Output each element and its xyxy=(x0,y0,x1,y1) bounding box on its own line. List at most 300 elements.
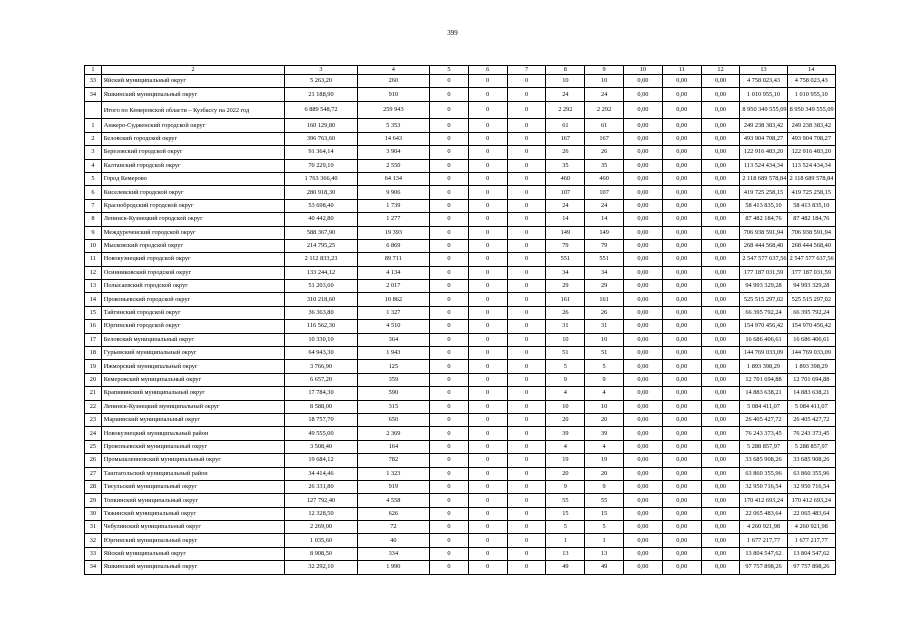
municipality-name-cell: Анжеро-Судженский городской округ xyxy=(101,119,285,132)
table-cell: 4 xyxy=(85,159,102,172)
table-cell: 0 xyxy=(430,387,469,400)
table-cell: 61 xyxy=(546,119,585,132)
column-header: 14 xyxy=(787,66,835,75)
column-header: 11 xyxy=(662,66,701,75)
table-cell: 8 950 349 555,09 xyxy=(787,101,835,119)
table-cell: 0,00 xyxy=(662,400,701,413)
municipality-name-cell: Яшкинский муниципальный округ xyxy=(101,561,285,574)
table-cell: 0 xyxy=(507,320,546,333)
table-cell: 0 xyxy=(507,266,546,279)
table-cell: 61 xyxy=(585,119,624,132)
table-cell: 0,00 xyxy=(701,561,740,574)
table-cell: 9 xyxy=(546,373,585,386)
table-cell: 64 134 xyxy=(357,172,429,185)
table-cell: 0,00 xyxy=(624,360,663,373)
table-cell: 31 xyxy=(546,320,585,333)
table-cell: 0 xyxy=(430,347,469,360)
table-cell: 5 084 411,07 xyxy=(740,400,787,413)
table-cell: 1 010 955,10 xyxy=(787,88,835,101)
table-row xyxy=(85,400,836,413)
table-row xyxy=(85,266,836,279)
table-cell: 0,00 xyxy=(701,199,740,212)
table-cell: 0,00 xyxy=(701,373,740,386)
municipality-name-cell: Ленинск-Кузнецкий муниципальный округ xyxy=(101,400,285,413)
table-cell: 0 xyxy=(468,132,507,145)
table-cell: 0,00 xyxy=(662,239,701,252)
table-cell: 1 327 xyxy=(357,306,429,319)
table-cell: 0 xyxy=(507,75,546,88)
table-row xyxy=(85,534,836,547)
table-cell: 76 243 373,45 xyxy=(740,427,787,440)
table-cell: 249 238 383,42 xyxy=(787,119,835,132)
table-row xyxy=(85,480,836,493)
table-cell: 127 792,40 xyxy=(285,494,357,507)
table-cell: 9 xyxy=(585,373,624,386)
table-cell: 0 xyxy=(468,547,507,560)
table-cell: 0,00 xyxy=(701,547,740,560)
municipality-name-cell: Ленинск-Кузнецкий городской округ xyxy=(101,213,285,226)
table-cell: 0,00 xyxy=(662,132,701,145)
table-cell: 0 xyxy=(430,413,469,426)
table-cell: 13 804 547,62 xyxy=(740,547,787,560)
table-cell: 0 xyxy=(507,333,546,346)
table-cell: 0 xyxy=(468,347,507,360)
table-cell: 0 xyxy=(468,239,507,252)
table-cell: 5 084 411,07 xyxy=(787,400,835,413)
table-cell: 4 xyxy=(585,387,624,400)
table-cell: 14 883 638,21 xyxy=(787,387,835,400)
table-cell: 29 xyxy=(546,280,585,293)
table-cell: 0,00 xyxy=(701,239,740,252)
table-cell: 419 725 258,15 xyxy=(787,186,835,199)
table-cell: 493 904 708,27 xyxy=(787,132,835,145)
table-cell: 149 xyxy=(546,226,585,239)
table-cell: 13 xyxy=(85,280,102,293)
table-cell: 34 xyxy=(85,561,102,574)
table-cell: 1 xyxy=(85,119,102,132)
table-row xyxy=(85,547,836,560)
table-cell: 0,00 xyxy=(701,360,740,373)
table-cell: 19 684,12 xyxy=(285,454,357,467)
table-cell: 0 xyxy=(468,226,507,239)
table-cell: 0,00 xyxy=(662,494,701,507)
table-cell: 113 524 434,34 xyxy=(787,159,835,172)
municipality-name-cell: Гурьевский муниципальный округ xyxy=(101,347,285,360)
table-cell: 2 550 xyxy=(357,159,429,172)
table-cell: 2 269,00 xyxy=(285,521,357,534)
table-cell: 0,00 xyxy=(624,480,663,493)
table-cell: 144 769 033,09 xyxy=(787,347,835,360)
table-cell: 0 xyxy=(468,480,507,493)
table-cell: 0 xyxy=(507,88,546,101)
table-cell: 9 xyxy=(546,480,585,493)
table-cell: 0,00 xyxy=(662,146,701,159)
table-cell: 0,00 xyxy=(624,226,663,239)
table-cell: 31 xyxy=(585,320,624,333)
table-cell: 0,00 xyxy=(624,413,663,426)
municipality-name-cell: Чебулинский муниципальный округ xyxy=(101,521,285,534)
table-row xyxy=(85,75,836,88)
table-cell: 160 129,80 xyxy=(285,119,357,132)
table-cell: 1 677 217,77 xyxy=(740,534,787,547)
table-cell: 0,00 xyxy=(662,534,701,547)
municipality-name-cell: Крапивинский муниципальный округ xyxy=(101,387,285,400)
column-header: 6 xyxy=(468,66,507,75)
table-cell: 0,00 xyxy=(701,253,740,266)
table-cell: 0,00 xyxy=(624,333,663,346)
municipality-name-cell: Беловский муниципальный округ xyxy=(101,333,285,346)
table-row xyxy=(85,507,836,520)
table-cell: 23 xyxy=(85,413,102,426)
table-cell: 0,00 xyxy=(701,320,740,333)
table-cell: 0,00 xyxy=(662,293,701,306)
table-cell: 310 218,60 xyxy=(285,293,357,306)
table-row xyxy=(85,373,836,386)
table-cell: 32 950 716,54 xyxy=(787,480,835,493)
table-cell: 2 118 689 578,84 xyxy=(740,172,787,185)
table-row xyxy=(85,226,836,239)
table-cell: 706 938 591,94 xyxy=(740,226,787,239)
table-cell: 0,00 xyxy=(662,547,701,560)
table-cell: 0 xyxy=(430,561,469,574)
table-cell: 51 xyxy=(546,347,585,360)
table-cell: 20 xyxy=(546,467,585,480)
table-cell: 33 685 908,26 xyxy=(787,454,835,467)
table-cell: 0,00 xyxy=(662,75,701,88)
table-cell: 22 xyxy=(85,400,102,413)
table-cell: 8 xyxy=(85,213,102,226)
table-cell: 4 260 921,98 xyxy=(787,521,835,534)
municipality-name-cell: Юргинский муниципальный округ xyxy=(101,534,285,547)
table-cell: 0,00 xyxy=(662,521,701,534)
table-cell: 0,00 xyxy=(624,306,663,319)
table-cell: 590 xyxy=(357,387,429,400)
table-cell: 27 xyxy=(85,467,102,480)
table-cell: 16 686 406,61 xyxy=(787,333,835,346)
table-cell: 17 xyxy=(85,333,102,346)
table-cell: 0 xyxy=(468,159,507,172)
table-cell: 0,00 xyxy=(662,88,701,101)
table-cell: 0 xyxy=(430,360,469,373)
table-cell: 19 393 xyxy=(357,226,429,239)
table-cell: 24 xyxy=(585,88,624,101)
table-cell: 2 292 xyxy=(585,101,624,119)
table-cell: 0 xyxy=(468,213,507,226)
table-row xyxy=(85,333,836,346)
table-cell: 89 711 xyxy=(357,253,429,266)
table-cell: 0,00 xyxy=(624,146,663,159)
table-cell: 0 xyxy=(430,266,469,279)
table-cell: 22 065 483,64 xyxy=(787,507,835,520)
municipality-name-cell: Прокопьевский муниципальный округ xyxy=(101,440,285,453)
table-cell: 0 xyxy=(430,467,469,480)
table-cell: 13 xyxy=(546,547,585,560)
table-cell: 8 908,50 xyxy=(285,547,357,560)
table-cell: 0 xyxy=(430,199,469,212)
table-cell: 0,00 xyxy=(662,561,701,574)
table-cell: 1 035,60 xyxy=(285,534,357,547)
table-cell: 33 xyxy=(85,75,102,88)
table-cell: 25 xyxy=(85,440,102,453)
table-cell: 782 xyxy=(357,454,429,467)
municipality-name-cell: Прокопьевский городской округ xyxy=(101,293,285,306)
table-cell: 40 xyxy=(357,534,429,547)
table-cell: 177 187 031,59 xyxy=(740,266,787,279)
municipality-name-cell: Тайгинский городской округ xyxy=(101,306,285,319)
table-cell: 0,00 xyxy=(701,494,740,507)
table-cell: 0,00 xyxy=(701,454,740,467)
table-cell: 249 238 383,42 xyxy=(740,119,787,132)
table-cell: 10 xyxy=(546,400,585,413)
table-cell: 0,00 xyxy=(624,101,663,119)
table-cell: 0 xyxy=(430,400,469,413)
table-cell: 33 685 908,26 xyxy=(740,454,787,467)
municipality-name-cell: Киселевский городской округ xyxy=(101,186,285,199)
table-cell: 0 xyxy=(468,266,507,279)
table-cell: 0 xyxy=(430,507,469,520)
table-cell: 14 xyxy=(546,213,585,226)
table-cell: 51 203,60 xyxy=(285,280,357,293)
table-cell: 4 xyxy=(546,387,585,400)
page-number: 399 xyxy=(447,29,458,37)
table-cell: 34 xyxy=(85,88,102,101)
table-row xyxy=(85,213,836,226)
table-cell: 10 xyxy=(585,75,624,88)
table-cell: 5 xyxy=(546,521,585,534)
table-cell: 0 xyxy=(468,400,507,413)
table-cell: 1 277 xyxy=(357,213,429,226)
table-cell: 107 xyxy=(546,186,585,199)
table-cell: 20 xyxy=(585,413,624,426)
table-cell: 76 243 373,45 xyxy=(787,427,835,440)
table-cell: 29 xyxy=(585,280,624,293)
table-cell: 0,00 xyxy=(701,172,740,185)
table-cell: 0 xyxy=(468,427,507,440)
table-cell: 0 xyxy=(468,440,507,453)
table-cell: 0,00 xyxy=(624,521,663,534)
table-cell: 0,00 xyxy=(701,440,740,453)
table-cell: 0 xyxy=(468,360,507,373)
table-cell: 144 769 033,09 xyxy=(740,347,787,360)
municipality-name-cell: Яшкинский муниципальный округ xyxy=(101,88,285,101)
table-cell: 39 xyxy=(546,427,585,440)
municipality-name-cell: Яйский муниципальный округ xyxy=(101,547,285,560)
table-cell: 4 260 921,98 xyxy=(740,521,787,534)
table-cell: 0 xyxy=(468,387,507,400)
table-cell: 2 112 833,23 xyxy=(285,253,357,266)
table-cell: 20 xyxy=(546,413,585,426)
table-cell: 1 739 xyxy=(357,199,429,212)
table-cell: 1 763 366,40 xyxy=(285,172,357,185)
table-cell: 0 xyxy=(430,88,469,101)
table-cell: 0 xyxy=(507,400,546,413)
table-cell: 315 xyxy=(357,400,429,413)
table-cell: 0 xyxy=(430,159,469,172)
table-cell: 55 xyxy=(585,494,624,507)
table-cell: 0 xyxy=(430,454,469,467)
table-row xyxy=(85,199,836,212)
municipality-name-cell: Березовский городской округ xyxy=(101,146,285,159)
table-cell: 10 xyxy=(546,75,585,88)
table-cell: 0,00 xyxy=(662,119,701,132)
column-header: 12 xyxy=(701,66,740,75)
table-cell: 0 xyxy=(507,454,546,467)
table-cell: 1 893 398,29 xyxy=(740,360,787,373)
table-cell: 2 547 577 637,56 xyxy=(740,253,787,266)
table-cell: 6 657,20 xyxy=(285,373,357,386)
table-cell: 35 xyxy=(546,159,585,172)
table-cell: 4 xyxy=(585,440,624,453)
table-row xyxy=(85,146,836,159)
table-cell: 0 xyxy=(507,119,546,132)
table-cell: 0,00 xyxy=(624,213,663,226)
table-cell: 21 188,90 xyxy=(285,88,357,101)
table-cell: 0 xyxy=(507,480,546,493)
table-cell: 334 xyxy=(357,547,429,560)
table-cell: 0 xyxy=(507,547,546,560)
table-cell: 1 xyxy=(585,534,624,547)
table-cell: 0 xyxy=(468,521,507,534)
table-cell: 26 405 427,72 xyxy=(787,413,835,426)
table-cell: 0 xyxy=(468,467,507,480)
table-cell: 32 950 716,54 xyxy=(740,480,787,493)
column-header: 7 xyxy=(507,66,546,75)
table-cell: 5 xyxy=(85,172,102,185)
table-cell: 0,00 xyxy=(624,400,663,413)
table-cell: 0,00 xyxy=(624,534,663,547)
table-row xyxy=(85,454,836,467)
table-cell: 0 xyxy=(468,253,507,266)
table-cell: 0,00 xyxy=(662,507,701,520)
table-cell: 0 xyxy=(507,427,546,440)
table-cell: 149 xyxy=(585,226,624,239)
table-cell: 0 xyxy=(430,186,469,199)
table-cell: 12 328,50 xyxy=(285,507,357,520)
table-cell: 0 xyxy=(468,373,507,386)
table-cell: 0,00 xyxy=(662,186,701,199)
table-cell: 0 xyxy=(430,280,469,293)
table-row xyxy=(85,440,836,453)
table-cell: 0,00 xyxy=(624,253,663,266)
table-cell: 0 xyxy=(430,427,469,440)
table-cell: 0 xyxy=(430,547,469,560)
table-cell: 0 xyxy=(507,239,546,252)
table-row xyxy=(85,239,836,252)
table-cell: 1 943 xyxy=(357,347,429,360)
table-cell: 20 xyxy=(85,373,102,386)
column-header: 13 xyxy=(740,66,787,75)
table-cell: 26 xyxy=(85,454,102,467)
table-cell: 0,00 xyxy=(662,172,701,185)
table-cell: 0 xyxy=(507,159,546,172)
table-cell: 0,00 xyxy=(662,266,701,279)
table-cell: 0 xyxy=(507,186,546,199)
table-cell: 0 xyxy=(507,101,546,119)
table-cell: 11 xyxy=(85,253,102,266)
table-cell: 24 xyxy=(585,199,624,212)
table-cell: 0 xyxy=(430,132,469,145)
table-cell: 0,00 xyxy=(624,119,663,132)
table-cell: 259 943 xyxy=(357,101,429,119)
table-cell: 0,00 xyxy=(624,373,663,386)
table-cell: 0,00 xyxy=(662,427,701,440)
table-cell: 0 xyxy=(507,132,546,145)
table-cell: 9 xyxy=(85,226,102,239)
table-cell: 32 xyxy=(85,534,102,547)
table-cell: 359 xyxy=(357,373,429,386)
table-cell: 0,00 xyxy=(624,427,663,440)
table-cell: 0 xyxy=(507,521,546,534)
table-cell: 10 xyxy=(585,333,624,346)
table-cell: 0 xyxy=(507,347,546,360)
table-cell: 32 292,10 xyxy=(285,561,357,574)
table-cell: 0 xyxy=(507,467,546,480)
table-cell: 0,00 xyxy=(701,427,740,440)
table-cell: 91 364,14 xyxy=(285,146,357,159)
column-header: 4 xyxy=(357,66,429,75)
table-cell: 280 918,30 xyxy=(285,186,357,199)
table-row xyxy=(85,306,836,319)
table-cell: 63 860 355,96 xyxy=(740,467,787,480)
table-cell: 49 555,00 xyxy=(285,427,357,440)
table-cell: 0 xyxy=(507,534,546,547)
table-cell: 0 xyxy=(468,293,507,306)
municipality-name-cell: Итого по Кемеровской области – Кузбассу на 2022 год xyxy=(101,101,285,119)
table-cell: 525 515 297,02 xyxy=(787,293,835,306)
table-cell: 63 860 355,96 xyxy=(787,467,835,480)
table-cell: 396 763,60 xyxy=(285,132,357,145)
table-cell: 79 xyxy=(546,239,585,252)
table-cell: 0,00 xyxy=(624,159,663,172)
table-cell: 5 xyxy=(546,360,585,373)
table-cell: 3 508,40 xyxy=(285,440,357,453)
table-cell: 10 xyxy=(546,333,585,346)
table-cell: 70 229,10 xyxy=(285,159,357,172)
table-row xyxy=(85,253,836,266)
table-cell: 66 395 792,24 xyxy=(740,306,787,319)
table-cell: 460 xyxy=(585,172,624,185)
table-cell: 12 701 694,88 xyxy=(787,373,835,386)
table-cell: 0 xyxy=(430,333,469,346)
table-cell: 4 558 xyxy=(357,494,429,507)
table-cell: 19 xyxy=(585,454,624,467)
table-cell: 19 xyxy=(546,454,585,467)
table-cell: 0,00 xyxy=(701,159,740,172)
table-cell: 1 010 955,10 xyxy=(740,88,787,101)
table-cell: 167 xyxy=(546,132,585,145)
table-cell: 0 xyxy=(430,534,469,547)
table-cell: 0,00 xyxy=(701,280,740,293)
table-cell: 0 xyxy=(430,440,469,453)
table-cell: 79 xyxy=(585,239,624,252)
table-cell: 0 xyxy=(430,226,469,239)
table-cell: 0 xyxy=(430,293,469,306)
column-header: 1 xyxy=(85,66,102,75)
table-cell: 97 757 898,26 xyxy=(787,561,835,574)
table-cell: 72 xyxy=(357,521,429,534)
table-row xyxy=(85,320,836,333)
table-cell: 493 904 708,27 xyxy=(740,132,787,145)
table-cell: 0,00 xyxy=(624,320,663,333)
municipality-name-cell: Новокузнецкий муниципальный район xyxy=(101,427,285,440)
table-cell: 12 701 694,88 xyxy=(740,373,787,386)
table-cell: 87 482 184,76 xyxy=(787,213,835,226)
table-cell: 0,00 xyxy=(662,213,701,226)
municipality-name-cell: Промышленновский муниципальный округ xyxy=(101,454,285,467)
municipality-name-cell: Тисульский муниципальный округ xyxy=(101,480,285,493)
table-cell: 0 xyxy=(468,320,507,333)
table-cell: 0,00 xyxy=(662,347,701,360)
